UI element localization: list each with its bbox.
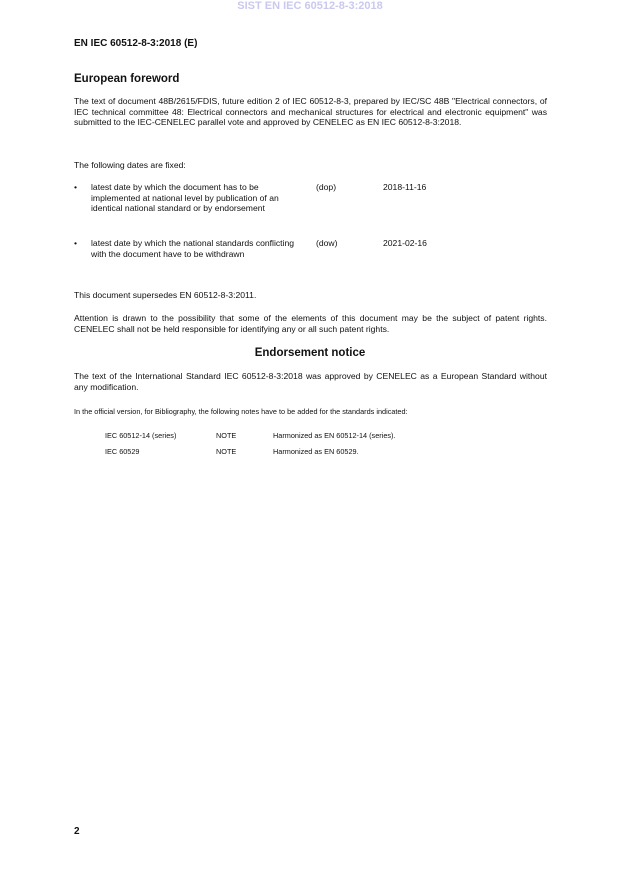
document-header: EN IEC 60512-8-3:2018 (E) bbox=[74, 38, 198, 49]
supersedes-text: This document supersedes EN 60512-8-3:2011. bbox=[74, 290, 257, 300]
attention-paragraph: Attention is drawn to the possibility that some of the elements of this document may be the subject of patent rights. CENELEC shall not be held responsible for identifying any or all such patent rights. bbox=[74, 313, 547, 334]
watermark: SIST EN IEC 60512-8-3:2018 bbox=[237, 0, 383, 12]
date-code: (dop) bbox=[316, 182, 337, 192]
note-label: NOTE bbox=[216, 447, 237, 456]
note-text: Harmonized as EN 60529. bbox=[273, 447, 359, 456]
endorsement-paragraph: The text of the International Standard IEC 60512-8-3:2018 was approved by CENELEC as a European Standard without any modification. bbox=[74, 371, 547, 392]
date-value: 2018-11-16 bbox=[383, 182, 427, 192]
bullet-icon: • bbox=[74, 238, 78, 248]
note-standard: IEC 60512-14 (series) bbox=[105, 431, 177, 440]
note-text: Harmonized as EN 60512-14 (series). bbox=[273, 431, 396, 440]
note-standard: IEC 60529 bbox=[105, 447, 140, 456]
date-code: (dow) bbox=[316, 238, 338, 248]
bullet-icon: • bbox=[74, 182, 78, 192]
date-description: latest date by which the document has to be implemented at national level by publication of an identical national standard or by endorsement bbox=[91, 182, 279, 214]
foreword-paragraph: The text of document 48B/2615/FDIS, future edition 2 of IEC 60512-8-3, prepared by IEC/SC 48B "Electrical connectors, of IEC technical committee 48: Electrical connectors and mechanical structures for electrical and electronic equipment" was submitted to the IEC-CENELEC parallel vote and approved by CENELEC as EN IEC 60512-8-3:2018. bbox=[74, 96, 547, 128]
dates-intro: The following dates are fixed: bbox=[74, 160, 186, 170]
page-number: 2 bbox=[74, 826, 80, 837]
note-label: NOTE bbox=[216, 431, 237, 440]
endorsement-heading: Endorsement notice bbox=[254, 347, 366, 359]
bibliography-intro: In the official version, for Bibliography, the following notes have to be added for the standards indicated: bbox=[74, 407, 408, 416]
foreword-heading: European foreword bbox=[74, 73, 180, 85]
date-description: latest date by which the national standards conflicting with the document have to be withdrawn bbox=[91, 238, 295, 259]
date-value: 2021-02-16 bbox=[383, 238, 427, 248]
